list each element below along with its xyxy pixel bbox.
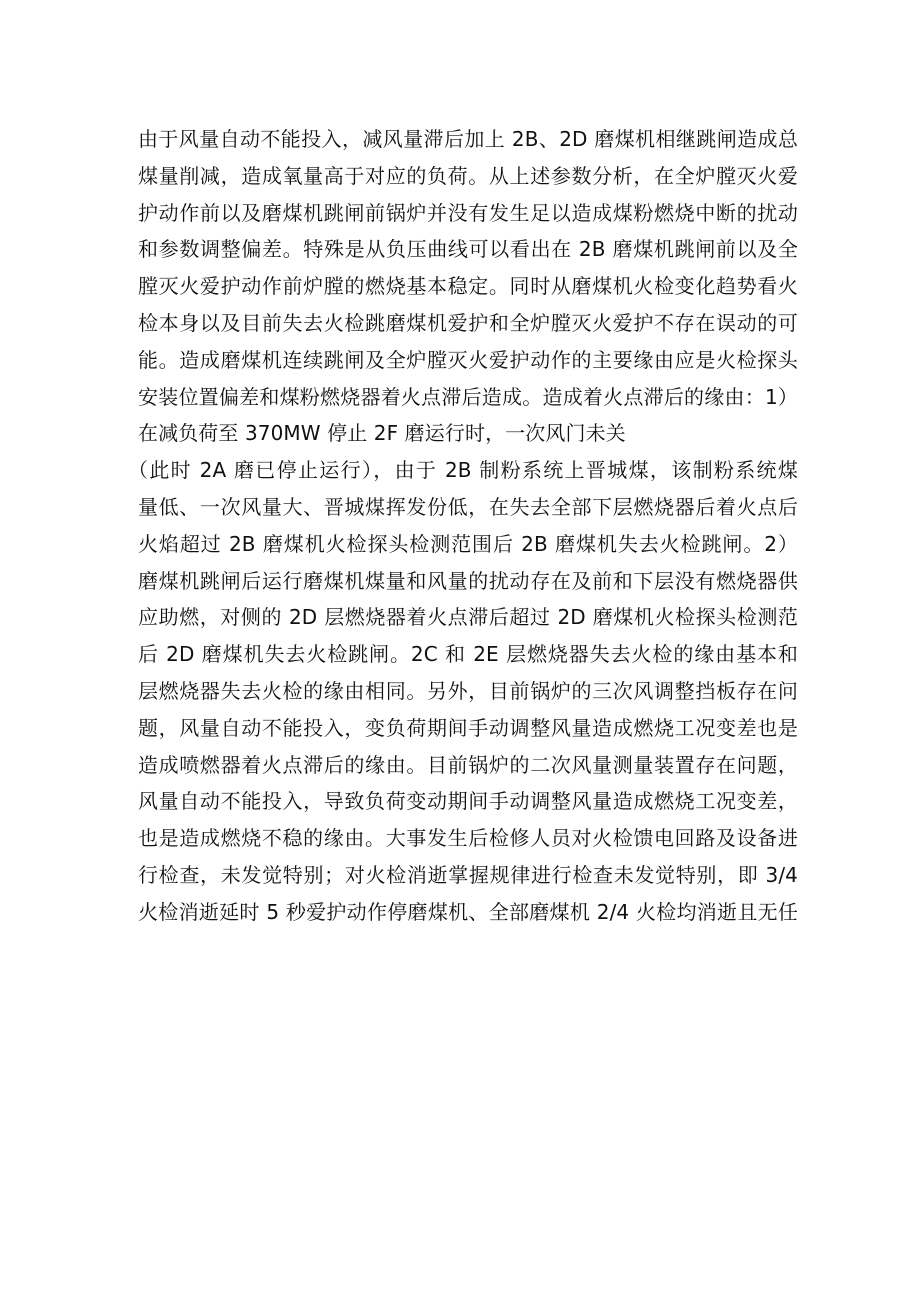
text-line-5: 膛灭火爱护动作前炉膛的燃烧基本稳定。同时从磨煤机火检变化趋势看火	[138, 274, 798, 299]
text-line-2: 煤量削减，造成氧量高于对应的负荷。从上述参数分析，在全炉膛灭火爱	[138, 163, 798, 188]
text-line-18: 造成喷燃器着火点滞后的缘由。目前锅炉的二次风量测量装置存在问题，	[138, 752, 798, 777]
text-line-7: 能。造成磨煤机连续跳闸及全炉膛灭火爱护动作的主要缘由应是火检探头	[138, 347, 798, 372]
body-text	[128, 121, 798, 931]
text-line-11: 量低、一次风量大、晋城煤挥发份低，在失去全部下层燃烧器后着火点后	[138, 494, 798, 519]
text-line-19: 风量自动不能投入，导致负荷变动期间手动调整风量造成燃烧工况变差，	[138, 789, 798, 814]
text-line-15: 后 2D 磨煤机失去火检跳闸。2C 和 2E 层燃烧器失去火检的缘由基本和	[138, 642, 798, 667]
text-line-3: 护动作前以及磨煤机跳闸前锅炉并没有发生足以造成煤粉燃烧中断的扰动	[138, 200, 798, 225]
text-line-20: 也是造成燃烧不稳的缘由。大事发生后检修人员对火检馈电回路及设备进	[138, 826, 798, 851]
text-line-1: 由于风量自动不能投入，减风量滞后加上 2B、2D 磨煤机相继跳闸造成总	[138, 127, 798, 151]
text-line-12: 火焰超过 2B 磨煤机火检探头检测范围后 2B 磨煤机失去火检跳闸。2）	[138, 531, 798, 556]
text-line-9: 在减负荷至 370MW 停止 2F 磨运行时，一次风门未关	[138, 421, 626, 446]
text-line-16: 层燃烧器失去火检的缘由相同。另外，目前锅炉的三次风调整挡板存在问	[138, 678, 798, 703]
text-line-13: 磨煤机跳闸后运行磨煤机煤量和风量的扰动存在及前和下层没有燃烧器供	[138, 568, 798, 593]
text-line-4: 和参数调整偏差。特殊是从负压曲线可以看出在 2B 磨煤机跳闸前以及全	[138, 237, 798, 262]
text-line-14: 应助燃，对侧的 2D 层燃烧器着火点滞后超过 2D 磨煤机火检探头检测范	[138, 605, 798, 630]
text-line-10: （此时 2A 磨已停止运行），由于 2B 制粉系统上晋城煤，该制粉系统煤	[128, 458, 798, 483]
text-line-8: 安装位置偏差和煤粉燃烧器着火点滞后造成。造成着火点滞后的缘由：1）	[138, 384, 798, 409]
text-line-22: 火检消逝延时 5 秒爱护动作停磨煤机、全部磨煤机 2/4 火检均消逝且无任	[138, 899, 798, 924]
text-line-17: 题，风量自动不能投入，变负荷期间手动调整风量造成燃烧工况变差也是	[138, 715, 798, 740]
text-line-6: 检本身以及目前失去火检跳磨煤机爱护和全炉膛灭火爱护不存在误动的可	[138, 310, 798, 335]
text-line-21: 行检查，未发觉特别；对火检消逝掌握规律进行检查未发觉特别，即 3/4	[138, 862, 798, 887]
